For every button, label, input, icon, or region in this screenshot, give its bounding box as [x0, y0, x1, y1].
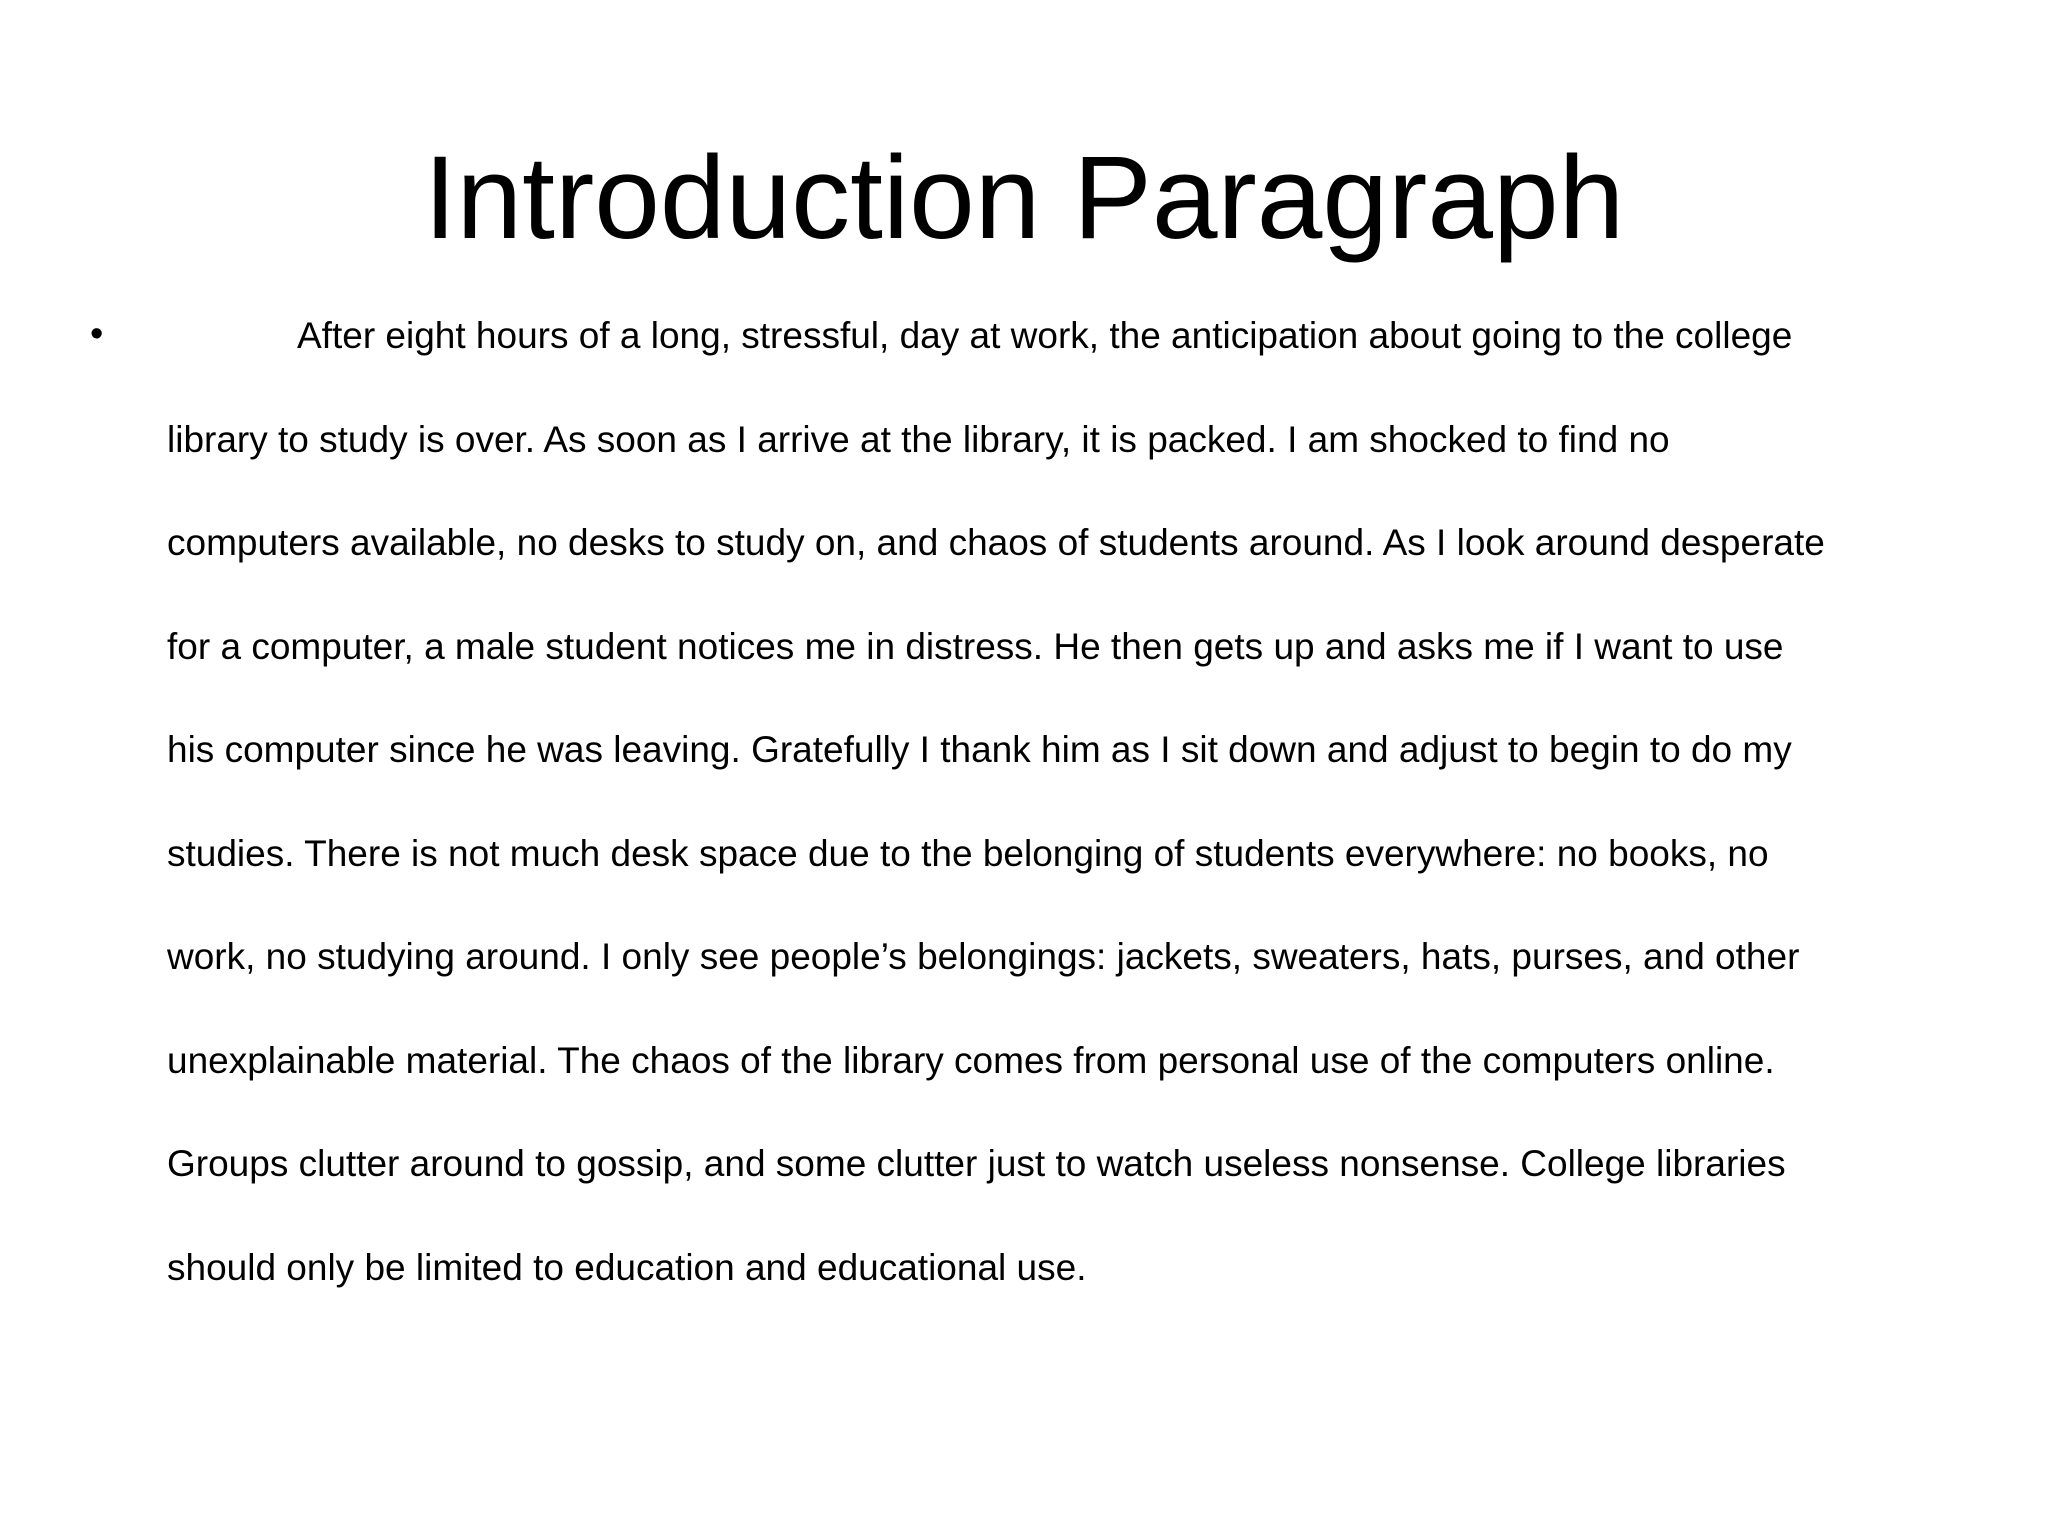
paragraph-line-3: computers available, no desks to study on, and chaos of students around. As I look around desperate	[167, 522, 1825, 563]
paragraph-line-8: unexplainable material. The chaos of the library comes from personal use of the computers online.	[167, 1040, 1775, 1081]
paragraph-line-1: After eight hours of a long, stressful, day at work, the anticipation about going to the college	[297, 315, 1793, 356]
slide-title: Introduction Paragraph	[423, 132, 1625, 264]
paragraph-line-2: library to study is over. As soon as I arrive at the library, it is packed. I am shocked to find no	[167, 419, 1670, 460]
paragraph-line-10: should only be limited to education and educational use.	[167, 1247, 1087, 1288]
paragraph-line-5: his computer since he was leaving. Gratefully I thank him as I sit down and adjust to begin to do my	[167, 729, 1792, 770]
paragraph-line-4: for a computer, a male student notices me in distress. He then gets up and asks me if I want to use	[167, 626, 1784, 667]
paragraph-line-7: work, no studying around. I only see people’s belongings: jackets, sweaters, hats, purses, and other	[167, 936, 1800, 977]
paragraph-line-6: studies. There is not much desk space due to the belonging of students everywhere: no books, no	[167, 833, 1769, 874]
bullet-marker: •	[90, 313, 104, 355]
paragraph-line-9: Groups clutter around to gossip, and some clutter just to watch useless nonsense. College libraries	[167, 1143, 1786, 1184]
